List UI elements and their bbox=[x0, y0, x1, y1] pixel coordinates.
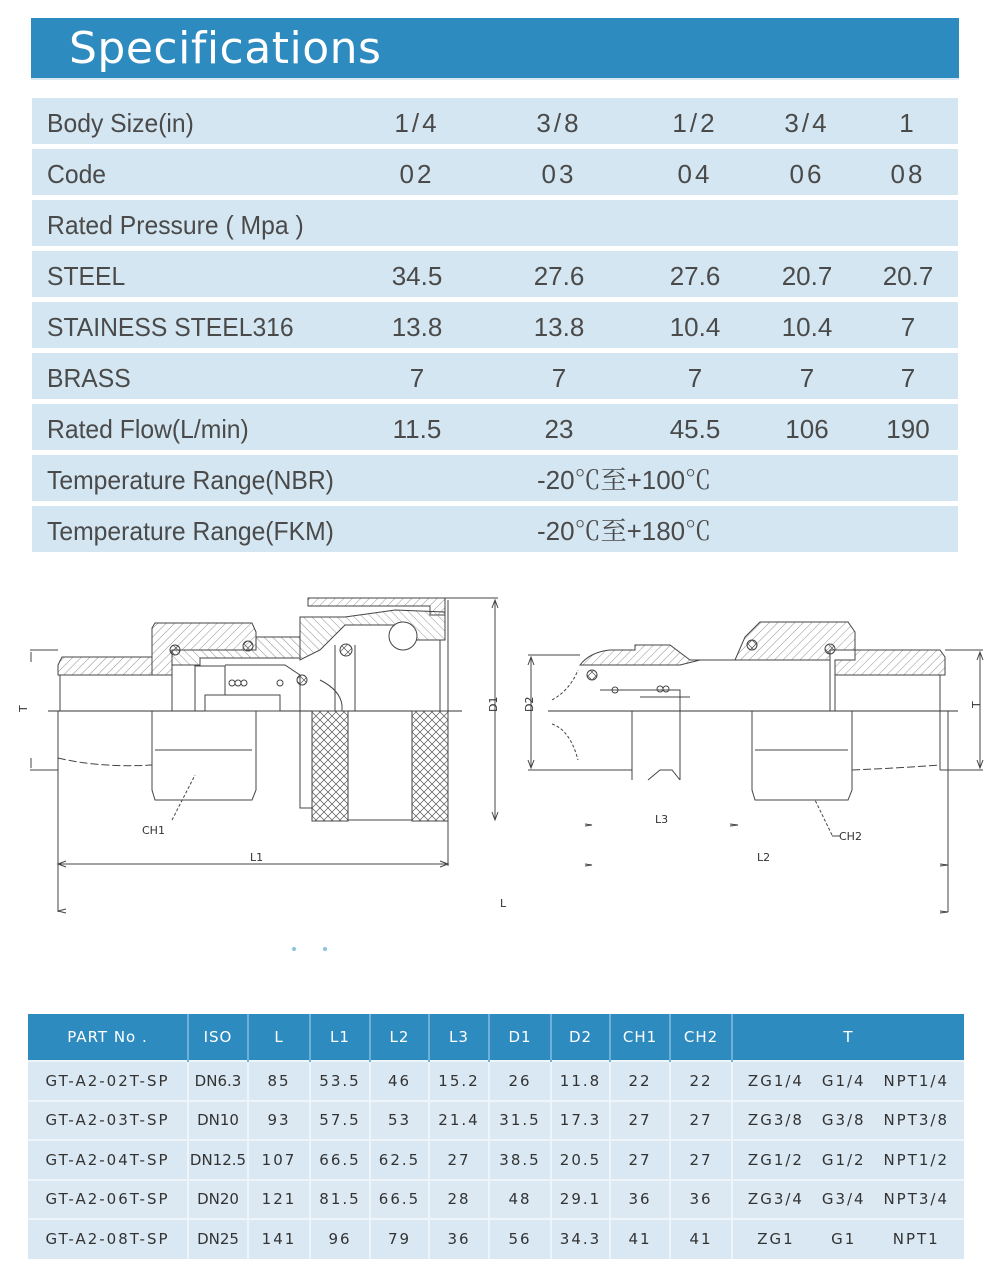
t-cell bbox=[732, 1101, 964, 1141]
l1-cell: 81.5 bbox=[310, 1180, 370, 1220]
spec-value: 23 bbox=[544, 414, 574, 444]
col-header: L3 bbox=[429, 1014, 489, 1061]
spec-value: 20.7 bbox=[781, 261, 833, 291]
spec-row-code bbox=[32, 149, 958, 195]
l2-cell: 79 bbox=[370, 1219, 429, 1259]
spec-row-steel bbox=[32, 251, 958, 297]
thread-npt: NPT1 bbox=[892, 1230, 940, 1249]
dim-label-d2: D2 bbox=[523, 696, 536, 712]
spec-label: Code bbox=[47, 159, 107, 189]
specifications-table bbox=[32, 98, 958, 557]
thread-zg: ZG3/4 bbox=[747, 1190, 804, 1209]
thread-npt: NPT3/4 bbox=[883, 1190, 950, 1209]
spec-value: 20.7 bbox=[882, 261, 934, 291]
spec-value: 34.5 bbox=[391, 261, 443, 291]
spec-value: 1/2 bbox=[672, 108, 718, 138]
l3-cell: 28 bbox=[429, 1180, 489, 1220]
l-cell: 85 bbox=[248, 1061, 310, 1101]
col-header: PART No . bbox=[28, 1014, 188, 1061]
thread-g: G3/8 bbox=[821, 1111, 866, 1130]
ch1-cell: 36 bbox=[610, 1180, 670, 1220]
dot-icon bbox=[323, 947, 327, 951]
spec-value: 7 bbox=[900, 363, 916, 393]
l-cell: 141 bbox=[248, 1219, 310, 1259]
l1-cell: 57.5 bbox=[310, 1101, 370, 1141]
specifications-header bbox=[31, 18, 959, 80]
thread-zg: ZG3/8 bbox=[747, 1111, 804, 1130]
d1-cell: 48 bbox=[489, 1180, 551, 1220]
spec-value: 02 bbox=[399, 159, 435, 189]
spec-label: Rated Pressure ( Mpa ) bbox=[47, 210, 304, 240]
spec-label: Temperature Range(NBR) bbox=[47, 465, 334, 495]
part-number-cell: GT-A2-08T-SP bbox=[28, 1219, 188, 1259]
l3-cell: 36 bbox=[429, 1219, 489, 1259]
parts-dimension-table bbox=[28, 1014, 964, 1259]
part-number-cell: GT-A2-03T-SP bbox=[28, 1101, 188, 1141]
d1-cell: 31.5 bbox=[489, 1101, 551, 1141]
spec-value: 11.5 bbox=[392, 414, 442, 444]
d2-cell: 34.3 bbox=[551, 1219, 610, 1259]
iso-cell: DN12.5 bbox=[188, 1140, 248, 1180]
spec-value: 1/4 bbox=[394, 108, 440, 138]
spec-row-stainless-steel bbox=[32, 302, 958, 348]
spec-value: 06 bbox=[789, 159, 825, 189]
spec-value: 10.4 bbox=[781, 312, 833, 342]
spec-value: 7 bbox=[409, 363, 425, 393]
spec-value: 03 bbox=[541, 159, 577, 189]
col-header: L bbox=[248, 1014, 310, 1061]
spec-value: 10.4 bbox=[669, 312, 721, 342]
d2-cell: 20.5 bbox=[551, 1140, 610, 1180]
dim-label-ch2: CH2 bbox=[839, 830, 862, 843]
spec-label: Rated Flow(L/min) bbox=[47, 414, 249, 444]
iso-cell: DN10 bbox=[188, 1101, 248, 1141]
spec-row-rated-pressure bbox=[32, 200, 958, 246]
spec-value: 3/4 bbox=[784, 108, 830, 138]
d1-cell: 56 bbox=[489, 1219, 551, 1259]
ch1-cell: 41 bbox=[610, 1219, 670, 1259]
spec-value: 1 bbox=[899, 108, 917, 138]
table-row bbox=[28, 1140, 964, 1180]
dim-label-t-left: T bbox=[17, 705, 30, 712]
spec-value: 13.8 bbox=[533, 312, 585, 342]
d1-cell: 38.5 bbox=[489, 1140, 551, 1180]
l2-cell: 46 bbox=[370, 1061, 429, 1101]
ch1-cell: 27 bbox=[610, 1140, 670, 1180]
l3-cell: 15.2 bbox=[429, 1061, 489, 1101]
thread-g: G1/2 bbox=[821, 1150, 866, 1169]
dim-label-l: L bbox=[500, 897, 507, 910]
col-header: D1 bbox=[489, 1014, 551, 1061]
spec-row-temp-fkm bbox=[32, 506, 958, 552]
page-title: Specifications bbox=[69, 23, 382, 74]
col-header: CH1 bbox=[610, 1014, 670, 1061]
t-cell bbox=[732, 1061, 964, 1101]
dim-label-l3: L3 bbox=[655, 813, 669, 826]
spec-value: 106 bbox=[785, 414, 829, 444]
spec-label: BRASS bbox=[47, 363, 131, 393]
l2-cell: 62.5 bbox=[370, 1140, 429, 1180]
table-header-row bbox=[28, 1014, 964, 1061]
thread-g: G3/4 bbox=[821, 1190, 866, 1209]
thread-zg: ZG1/2 bbox=[747, 1150, 804, 1169]
spec-value: 7 bbox=[799, 363, 815, 393]
dim-label-t-right: T bbox=[970, 701, 983, 708]
spec-value: 7 bbox=[687, 363, 703, 393]
dim-label-ch1: CH1 bbox=[142, 824, 165, 837]
thread-zg: ZG1 bbox=[757, 1230, 795, 1249]
spec-value: 3/8 bbox=[536, 108, 582, 138]
spec-value: 13.8 bbox=[391, 312, 443, 342]
spec-value: 45.5 bbox=[669, 414, 721, 444]
ch2-cell: 27 bbox=[670, 1101, 732, 1141]
table-row bbox=[28, 1101, 964, 1141]
l-cell: 107 bbox=[248, 1140, 310, 1180]
t-cell bbox=[732, 1219, 964, 1259]
spec-label: STAINESS STEEL316 bbox=[47, 312, 294, 342]
part-number-cell: GT-A2-06T-SP bbox=[28, 1180, 188, 1220]
spec-value: -20℃至+180℃ bbox=[537, 516, 712, 546]
dim-label-l2: L2 bbox=[757, 851, 771, 864]
l3-cell: 21.4 bbox=[429, 1101, 489, 1141]
t-cell bbox=[732, 1140, 964, 1180]
spec-value: 7 bbox=[900, 312, 916, 342]
d2-cell: 17.3 bbox=[551, 1101, 610, 1141]
l1-cell: 96 bbox=[310, 1219, 370, 1259]
thread-npt: NPT1/4 bbox=[883, 1071, 950, 1090]
spec-row-brass bbox=[32, 353, 958, 399]
col-header: L2 bbox=[370, 1014, 429, 1061]
ch2-cell: 41 bbox=[670, 1219, 732, 1259]
spec-value: -20℃至+100℃ bbox=[537, 465, 712, 495]
dim-label-d1: D1 bbox=[487, 696, 500, 712]
coupling-cross-section-drawing bbox=[0, 585, 1000, 925]
spec-label: Body Size(in) bbox=[47, 108, 194, 138]
thread-npt: NPT3/8 bbox=[883, 1111, 950, 1130]
iso-cell: DN6.3 bbox=[188, 1061, 248, 1101]
d1-cell: 26 bbox=[489, 1061, 551, 1101]
spec-row-rated-flow bbox=[32, 404, 958, 450]
col-header: D2 bbox=[551, 1014, 610, 1061]
spec-value: 27.6 bbox=[533, 261, 585, 291]
table-row bbox=[28, 1061, 964, 1101]
thread-zg: ZG1/4 bbox=[747, 1071, 804, 1090]
l-cell: 93 bbox=[248, 1101, 310, 1141]
spec-value: 04 bbox=[677, 159, 713, 189]
thread-g: G1/4 bbox=[821, 1071, 866, 1090]
table-row bbox=[28, 1219, 964, 1259]
l3-cell: 27 bbox=[429, 1140, 489, 1180]
d2-cell: 29.1 bbox=[551, 1180, 610, 1220]
l1-cell: 66.5 bbox=[310, 1140, 370, 1180]
spec-row-body-size bbox=[32, 98, 958, 144]
dot-icon bbox=[292, 947, 296, 951]
d2-cell: 11.8 bbox=[551, 1061, 610, 1101]
thread-g: G1 bbox=[831, 1230, 857, 1249]
col-header: T bbox=[732, 1014, 964, 1061]
l-cell: 121 bbox=[248, 1180, 310, 1220]
col-header: L1 bbox=[310, 1014, 370, 1061]
spec-value: 7 bbox=[551, 363, 567, 393]
spec-value: 190 bbox=[886, 414, 930, 444]
t-cell bbox=[732, 1180, 964, 1220]
iso-cell: DN25 bbox=[188, 1219, 248, 1259]
l2-cell: 66.5 bbox=[370, 1180, 429, 1220]
col-header: ISO bbox=[188, 1014, 248, 1061]
l2-cell: 53 bbox=[370, 1101, 429, 1141]
spec-label: Temperature Range(FKM) bbox=[47, 516, 334, 546]
table-row bbox=[28, 1180, 964, 1220]
ch2-cell: 36 bbox=[670, 1180, 732, 1220]
spec-value: 08 bbox=[890, 159, 926, 189]
thread-npt: NPT1/2 bbox=[883, 1150, 950, 1169]
part-number-cell: GT-A2-04T-SP bbox=[28, 1140, 188, 1180]
spec-label: STEEL bbox=[47, 261, 126, 291]
part-number-cell: GT-A2-02T-SP bbox=[28, 1061, 188, 1101]
ch2-cell: 22 bbox=[670, 1061, 732, 1101]
ch2-cell: 27 bbox=[670, 1140, 732, 1180]
dim-label-l1: L1 bbox=[250, 851, 264, 864]
iso-cell: DN20 bbox=[188, 1180, 248, 1220]
ch1-cell: 27 bbox=[610, 1101, 670, 1141]
spec-value: 27.6 bbox=[669, 261, 721, 291]
spec-row-temp-nbr bbox=[32, 455, 958, 501]
ch1-cell: 22 bbox=[610, 1061, 670, 1101]
col-header: CH2 bbox=[670, 1014, 732, 1061]
l1-cell: 53.5 bbox=[310, 1061, 370, 1101]
